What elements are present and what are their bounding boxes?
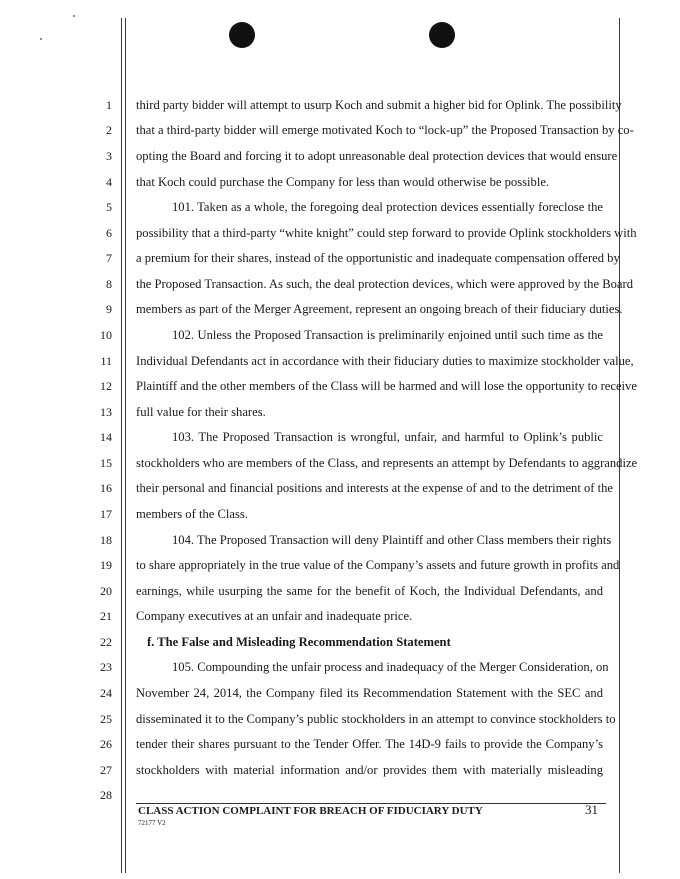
- body-text-line: to share appropriately in the true value of the Company’s assets and future growth in profits and: [136, 558, 620, 572]
- line-number: 15: [100, 456, 112, 470]
- line-number: 13: [100, 405, 112, 419]
- line-number: 20: [100, 584, 112, 598]
- paragraph-102-start: 102. Unless the Proposed Transaction is preliminarily enjoined until such time as the: [172, 328, 603, 342]
- body-text-line: disseminated it to the Company’s public stockholders in an attempt to convince stockholders to: [136, 712, 616, 726]
- scan-speck: [40, 38, 42, 40]
- body-text-line: November 24, 2014, the Company filed its Recommendation Statement with the SEC and: [136, 686, 603, 700]
- line-number: 9: [106, 302, 112, 316]
- line-number: 22: [100, 635, 112, 649]
- body-text-line: possibility that a third-party “white knight” could step forward to provide Oplink stockholders with: [136, 226, 637, 240]
- line-number: 1: [106, 98, 112, 112]
- line-number: 6: [106, 226, 112, 240]
- line-number: 3: [106, 149, 112, 163]
- line-number: 23: [100, 660, 112, 674]
- punch-hole-left: [229, 22, 255, 48]
- line-number: 18: [100, 533, 112, 547]
- body-text-line: their personal and financial positions and interests at the expense of and to the detriment of the: [136, 481, 614, 495]
- body-text-line: third party bidder will attempt to usurp Koch and submit a higher bid for Oplink. The possibility: [136, 98, 622, 112]
- line-number: 16: [100, 481, 112, 495]
- line-number: 19: [100, 558, 112, 572]
- line-number: 21: [100, 609, 112, 623]
- paragraph-103-start: 103. The Proposed Transaction is wrongful, unfair, and harmful to Oplink’s public: [172, 430, 603, 444]
- line-number: 2: [106, 123, 112, 137]
- body-text-line: stockholders with material information and/or provides them with materially misleading: [136, 763, 603, 777]
- footer-title: CLASS ACTION COMPLAINT FOR BREACH OF FIDUCIARY DUTY: [138, 805, 483, 817]
- line-number: 25: [100, 712, 112, 726]
- line-number: 10: [100, 328, 112, 342]
- footer-document-code: 72177 V2: [138, 819, 166, 827]
- body-text-line: Company executives at an unfair and inadequate price.: [136, 609, 413, 623]
- footer-rule: [136, 803, 606, 804]
- body-text-line: the Proposed Transaction. As such, the deal protection devices, which were approved by the Board: [136, 277, 633, 291]
- body-text-line: Plaintiff and the other members of the Class will be harmed and will lose the opportunity to receive: [136, 379, 637, 393]
- body-text-line: earnings, while usurping the same for the benefit of Koch, the Individual Defendants, and: [136, 584, 603, 598]
- body-text-line: members as part of the Merger Agreement, represent an ongoing breach of their fiduciary duties.: [136, 302, 623, 316]
- line-number: 17: [100, 507, 112, 521]
- line-number: 12: [100, 379, 112, 393]
- body-text-line: Individual Defendants act in accordance with their fiduciary duties to maximize stockholder value,: [136, 354, 634, 368]
- left-margin-rule-inner: [125, 18, 126, 873]
- line-number: 4: [106, 175, 112, 189]
- body-text-line: full value for their shares.: [136, 405, 266, 419]
- body-text-line: a premium for their shares, instead of the opportunistic and inadequate compensation offered by: [136, 251, 620, 265]
- punch-hole-right: [429, 22, 455, 48]
- body-text-line: members of the Class.: [136, 507, 248, 521]
- line-number: 8: [106, 277, 112, 291]
- left-margin-rule-outer: [121, 18, 122, 873]
- section-heading: f. The False and Misleading Recommendation Statement: [147, 635, 451, 649]
- scan-speck: [73, 15, 75, 17]
- body-text-line: stockholders who are members of the Class, and represents an attempt by Defendants to aggrandize: [136, 456, 638, 470]
- line-number: 7: [106, 251, 112, 265]
- paragraph-104-start: 104. The Proposed Transaction will deny Plaintiff and other Class members their rights: [172, 533, 612, 547]
- page-number: 31: [585, 802, 598, 817]
- body-text-line: that Koch could purchase the Company for less than would otherwise be possible.: [136, 175, 550, 189]
- line-number: 14: [100, 430, 112, 444]
- line-number: 26: [100, 737, 112, 751]
- right-margin-rule: [619, 18, 620, 873]
- body-text-line: that a third-party bidder will emerge motivated Koch to “lock-up” the Proposed Transaction by co-: [136, 123, 634, 137]
- body-text-line: tender their shares pursuant to the Tender Offer. The 14D-9 fails to provide the Company’s: [136, 737, 603, 751]
- line-number: 5: [106, 200, 112, 214]
- paragraph-101-start: 101. Taken as a whole, the foregoing deal protection devices essentially foreclose the: [172, 200, 603, 214]
- line-number: 11: [100, 354, 112, 368]
- body-text-line: opting the Board and forcing it to adopt unreasonable deal protection devices that would ensure: [136, 149, 618, 163]
- line-number: 24: [100, 686, 112, 700]
- paragraph-105-start: 105. Compounding the unfair process and inadequacy of the Merger Consideration, on: [172, 660, 609, 674]
- line-number: 27: [100, 763, 112, 777]
- line-number: 28: [100, 788, 112, 802]
